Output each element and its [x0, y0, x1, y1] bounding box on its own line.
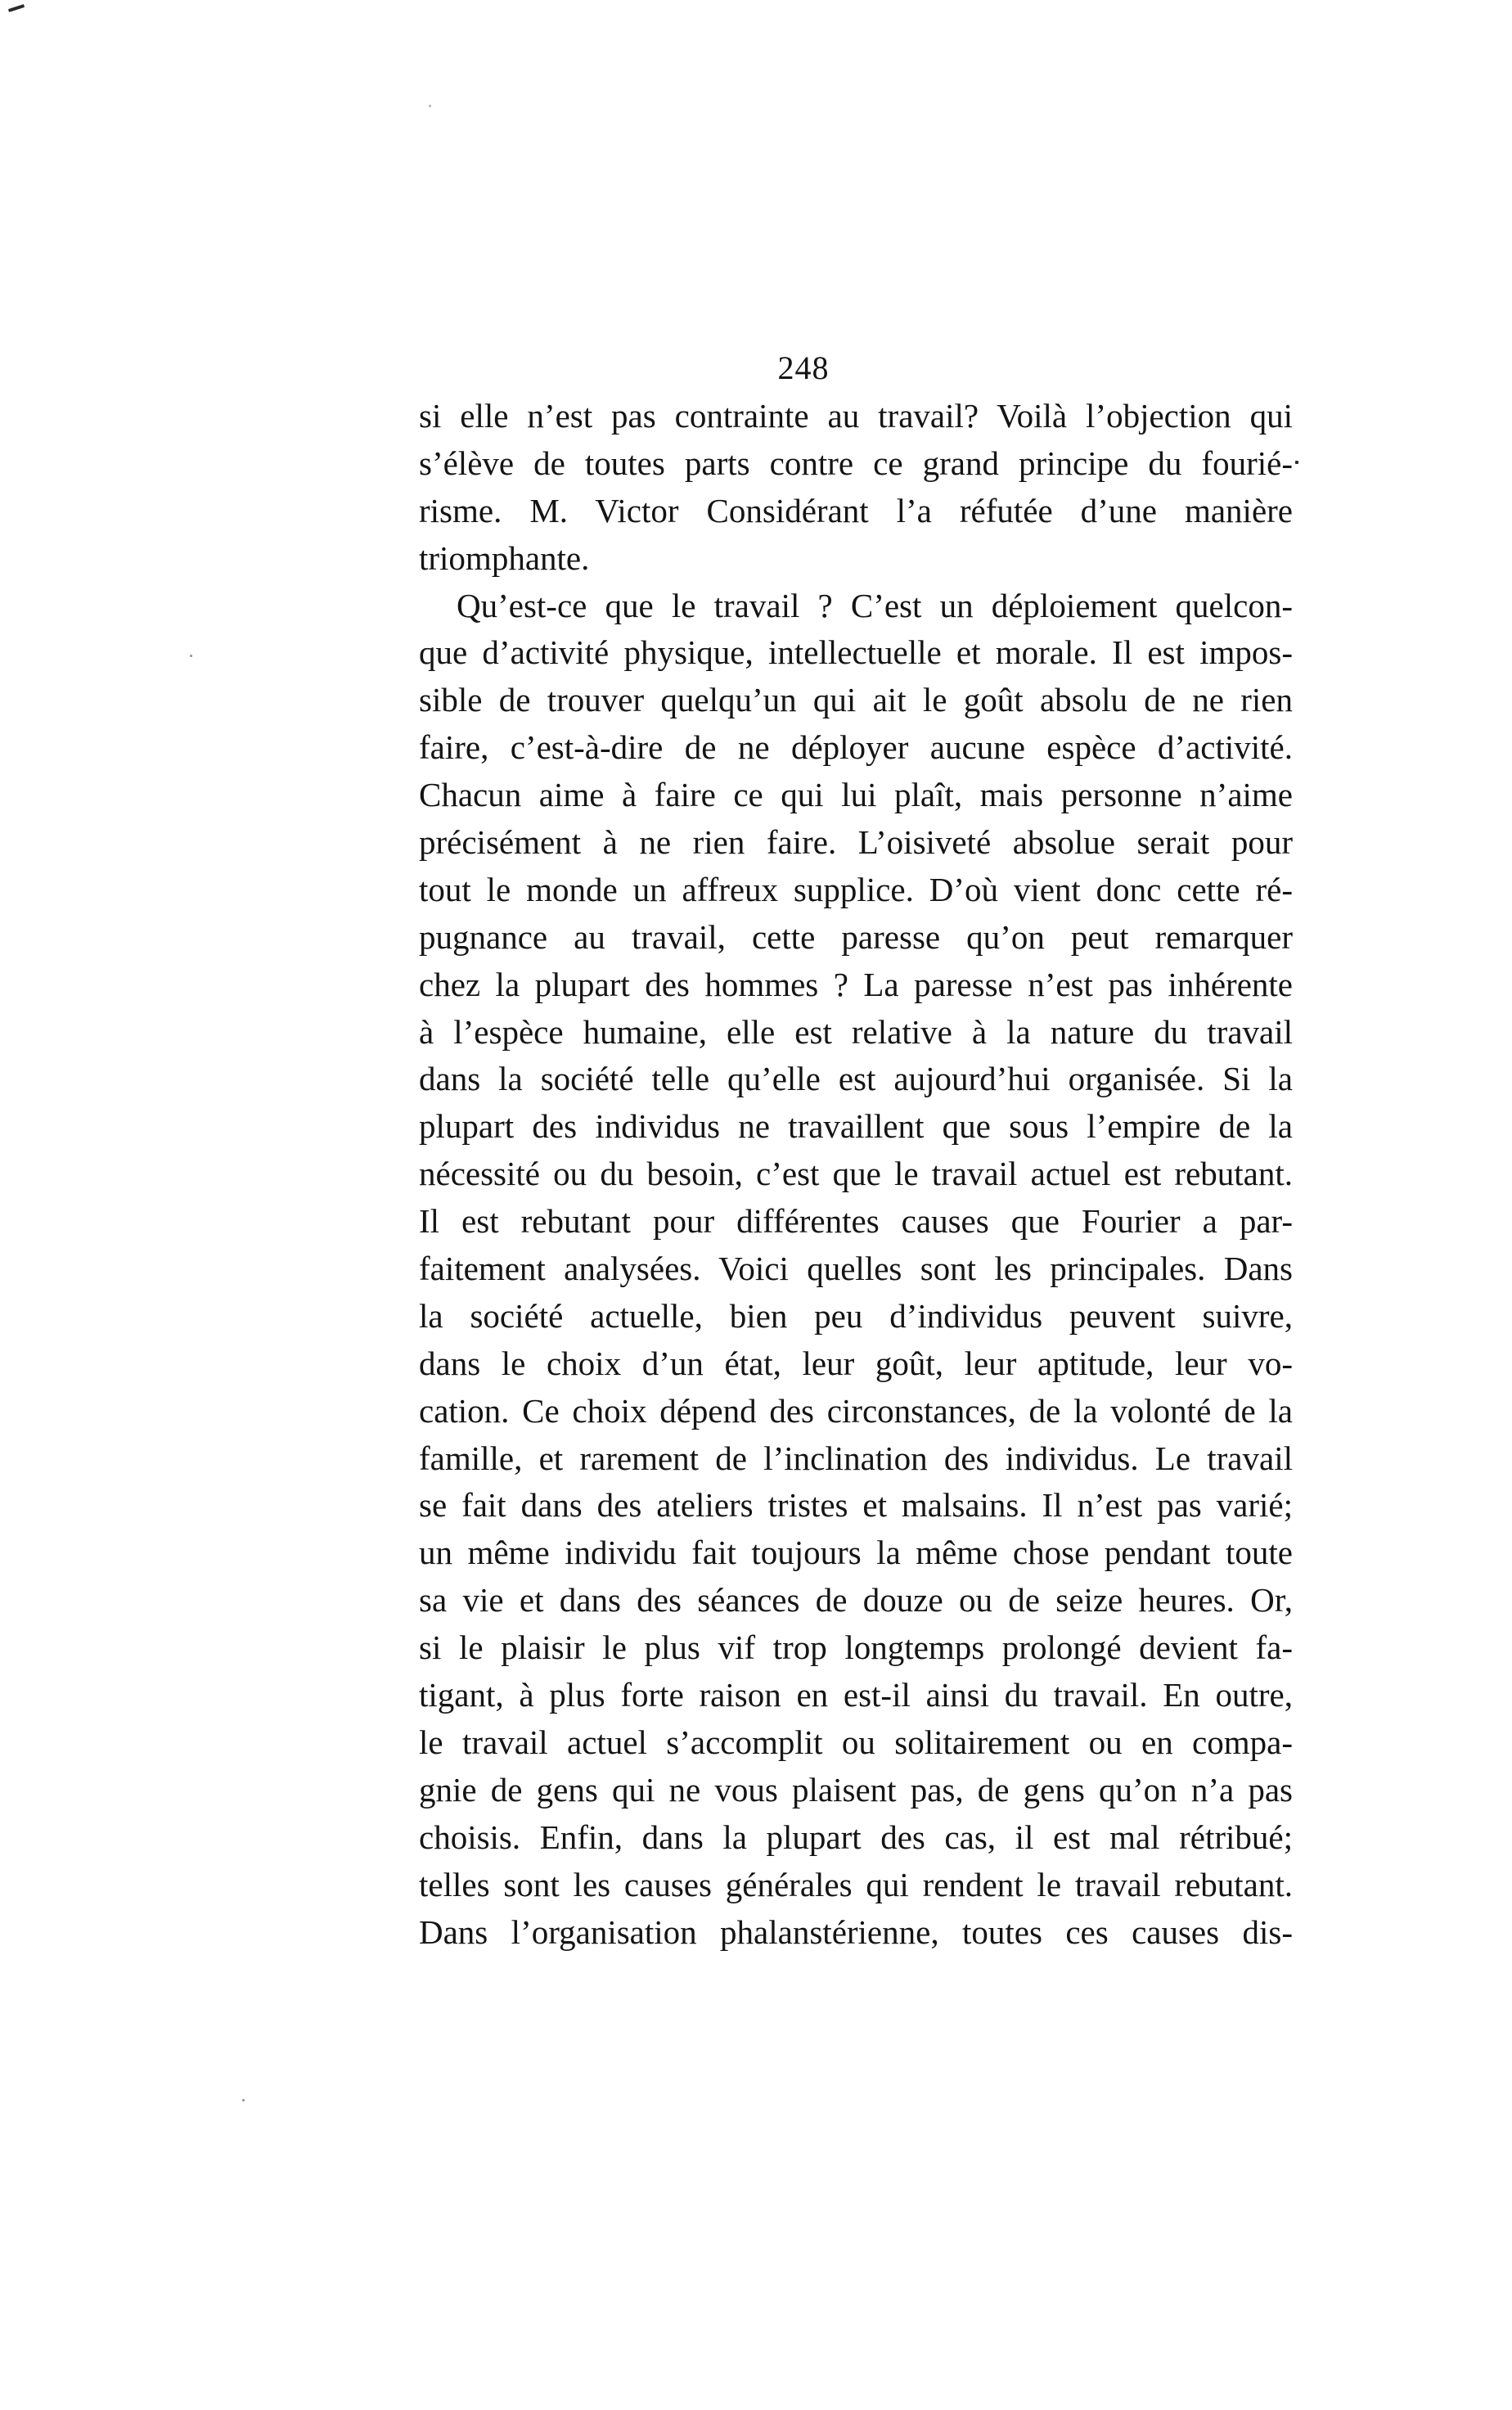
text-line: le travail actuel s’accomplit ou solitairement ou en compa- — [419, 1723, 1293, 1761]
text-line: sa vie et dans des séances de douze ou de seize heures. Or, — [419, 1581, 1293, 1619]
paper-speck — [1295, 461, 1298, 464]
text-line: se fait dans des ateliers tristes et malsains. Il n’est pas varié; — [419, 1486, 1293, 1525]
text-line: risme. M. Victor Considérant l’a réfutée d’une manière — [419, 491, 1293, 529]
text-line: gnie de gens qui ne vous plaisent pas, de gens qu’on n’a pas — [419, 1770, 1293, 1809]
text-line: dans le choix d’un état, leur goût, leur aptitude, leur vo- — [419, 1344, 1293, 1382]
text-line: plupart des individus ne travaillent que sous l’empire de la — [419, 1107, 1293, 1146]
text-line: tigant, à plus forte raison en est-il ainsi du travail. En outre, — [419, 1676, 1293, 1714]
text-line: choisis. Enfin, dans la plupart des cas, il est mal rétribué; — [419, 1818, 1293, 1856]
text-line: Dans l’organisation phalanstérienne, toutes ces causes dis- — [419, 1912, 1293, 1951]
paper-speck — [190, 655, 192, 657]
text-line: la société actuelle, bien peu d’individus peuvent suivre, — [419, 1296, 1293, 1335]
paper-speck — [429, 105, 431, 107]
text-line: dans la société telle qu’elle est aujourd’hui organisée. Si la — [419, 1060, 1293, 1098]
text-line: Qu’est-ce que le travail ? C’est un déploiement quelcon- — [457, 586, 1293, 624]
text-line: famille, et rarement de l’inclination des individus. Le travail — [419, 1439, 1293, 1477]
text-line: chez la plupart des hommes ? La paresse n’est pas inhérente — [419, 965, 1293, 1003]
text-line: que d’activité physique, intellectuelle et morale. Il est impos- — [419, 633, 1293, 672]
text-line: faitement analysées. Voici quelles sont les principales. Dans — [419, 1250, 1293, 1288]
text-line: triomphante. — [419, 538, 590, 577]
text-line: sible de trouver quelqu’un qui ait le goût absolu de ne rien — [419, 681, 1293, 719]
corner-speck — [8, 4, 25, 12]
paper-speck — [242, 2099, 245, 2101]
text-line: pugnance au travail, cette paresse qu’on peut remarquer — [419, 917, 1293, 956]
text-line: à l’espèce humaine, elle est relative à la nature du travail — [419, 1012, 1293, 1051]
text-line: s’élève de toutes parts contre ce grand principe du fourié- — [419, 444, 1293, 482]
text-line: si elle n’est pas contrainte au travail? Voilà l’objection qui — [419, 397, 1293, 435]
text-line: Il est rebutant pour différentes causes que Fourier a par- — [419, 1202, 1293, 1241]
text-line: tout le monde un affreux supplice. D’où vient donc cette ré- — [419, 870, 1293, 908]
body-text — [419, 393, 1293, 1956]
text-line: nécessité ou du besoin, c’est que le travail actuel est rebutant. — [419, 1155, 1293, 1193]
page-number: 248 — [777, 349, 830, 386]
text-line: Chacun aime à faire ce qui lui plaît, mais personne n’aime — [419, 776, 1293, 814]
text-line: faire, c’est-à-dire de ne déployer aucune espèce d’activité. — [419, 728, 1293, 767]
text-line: si le plaisir le plus vif trop longtemps prolongé devient fa- — [419, 1628, 1293, 1667]
text-line: telles sont les causes générales qui rendent le travail rebutant. — [419, 1865, 1293, 1903]
text-line: un même individu fait toujours la même chose pendant toute — [419, 1534, 1293, 1572]
text-line: cation. Ce choix dépend des circonstances, de la volonté de la — [419, 1391, 1293, 1430]
text-line: précisément à ne rien faire. L’oisiveté absolue serait pour — [419, 823, 1293, 862]
